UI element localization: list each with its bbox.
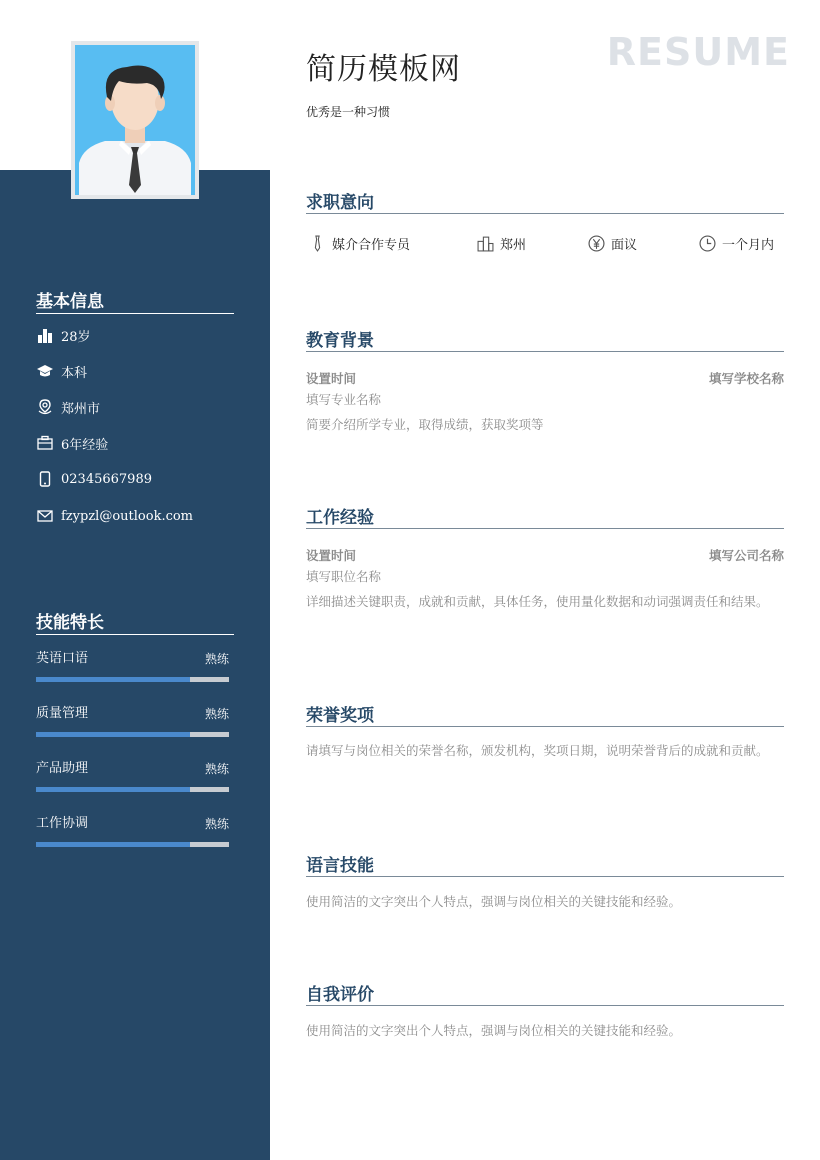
skill-bar (36, 787, 229, 792)
info-experience-value: 6年经验 (61, 437, 109, 453)
location-pin-icon (36, 398, 54, 416)
education-divider (306, 351, 784, 352)
phone-icon (36, 470, 54, 488)
skill-item (36, 701, 229, 737)
skill-bar-fill (36, 732, 190, 737)
work-divider (306, 528, 784, 529)
intent-city (476, 233, 526, 253)
education-school: 填写学校名称 (708, 371, 784, 386)
education-major: 填写专业名称 (306, 392, 382, 407)
work-title: 工作经验 (306, 508, 374, 528)
language-divider (306, 876, 784, 877)
skills-divider (36, 634, 234, 635)
tie-icon (308, 234, 326, 252)
intent-position (308, 233, 410, 253)
info-phone (36, 469, 152, 489)
skill-level: 熟练 (204, 652, 229, 666)
skill-bar-fill (36, 677, 190, 682)
info-age-value: 28岁 (61, 329, 91, 345)
page-title: 简历模板网 (306, 52, 461, 87)
graduation-cap-icon (36, 362, 54, 380)
skill-name: 质量管理 (36, 706, 89, 721)
skills-title: 技能特长 (36, 613, 104, 633)
skill-level: 熟练 (204, 707, 229, 721)
work-company: 填写公司名称 (708, 548, 784, 563)
info-location-value: 郑州市 (61, 401, 101, 417)
skill-name: 英语口语 (36, 651, 89, 666)
self-eval-title: 自我评价 (306, 985, 374, 1005)
basic-info-title: 基本信息 (36, 292, 104, 312)
briefcase-icon (36, 434, 54, 452)
avatar-illustration (75, 45, 195, 195)
intent-availability-value: 一个月内 (722, 237, 775, 253)
intent-position-value: 媒介合作专员 (332, 237, 411, 253)
work-time: 设置时间 (306, 548, 357, 563)
motto: 优秀是一种习惯 (306, 105, 391, 119)
skill-level: 熟练 (204, 762, 229, 776)
intent-salary-value: 面议 (611, 237, 638, 253)
intent-salary (587, 233, 637, 253)
skill-item (36, 646, 229, 682)
honors-divider (306, 726, 784, 727)
info-location (36, 397, 100, 417)
skill-bar-fill (36, 787, 190, 792)
bar-chart-icon (36, 326, 54, 344)
language-title: 语言技能 (306, 856, 374, 876)
info-email (36, 506, 193, 526)
self-eval-description: 使用简洁的文字突出个人特点，强调与岗位相关的关键技能和经验。 (306, 1023, 682, 1038)
work-position: 填写职位名称 (306, 569, 382, 584)
job-intent-divider (306, 213, 784, 214)
clock-icon (698, 234, 716, 252)
building-icon (476, 234, 494, 252)
language-description: 使用简洁的文字突出个人特点，强调与岗位相关的关键技能和经验。 (306, 894, 682, 909)
skill-level: 熟练 (204, 817, 229, 831)
job-intent-title: 求职意向 (306, 193, 374, 213)
education-time: 设置时间 (306, 371, 357, 386)
intent-city-value: 郑州 (500, 237, 527, 253)
avatar (75, 45, 195, 195)
self-eval-divider (306, 1005, 784, 1006)
info-education-value: 本科 (61, 365, 88, 381)
skill-bar (36, 732, 229, 737)
basic-info-divider (36, 313, 234, 314)
skill-bar (36, 842, 229, 847)
skill-item (36, 756, 229, 792)
skill-bar (36, 677, 229, 682)
info-email-value: fzypzl@outlook.com (61, 508, 194, 524)
skill-bar-fill (36, 842, 190, 847)
info-experience (36, 433, 108, 453)
profile-photo-frame (71, 41, 199, 199)
envelope-icon (36, 507, 54, 525)
skill-name: 工作协调 (36, 816, 89, 831)
resume-watermark: RESUME (606, 30, 790, 74)
honors-description: 请填写与岗位相关的荣誉名称，颁发机构，奖项日期，说明荣誉背后的成就和贡献。 (306, 743, 769, 758)
education-title: 教育背景 (306, 331, 374, 351)
education-description: 简要介绍所学专业，取得成绩，获取奖项等 (306, 417, 544, 432)
info-phone-value: 02345667989 (61, 471, 152, 487)
work-description: 详细描述关键职责，成就和贡献，具体任务，使用量化数据和动词强调责任和结果。 (306, 594, 769, 609)
honors-title: 荣誉奖项 (306, 706, 374, 726)
education-meta (306, 369, 784, 387)
skill-item (36, 811, 229, 847)
intent-availability (698, 233, 774, 253)
skill-name: 产品助理 (36, 761, 89, 776)
yen-icon (587, 234, 605, 252)
info-education (36, 361, 87, 381)
work-meta (306, 546, 784, 564)
info-age (36, 325, 91, 345)
